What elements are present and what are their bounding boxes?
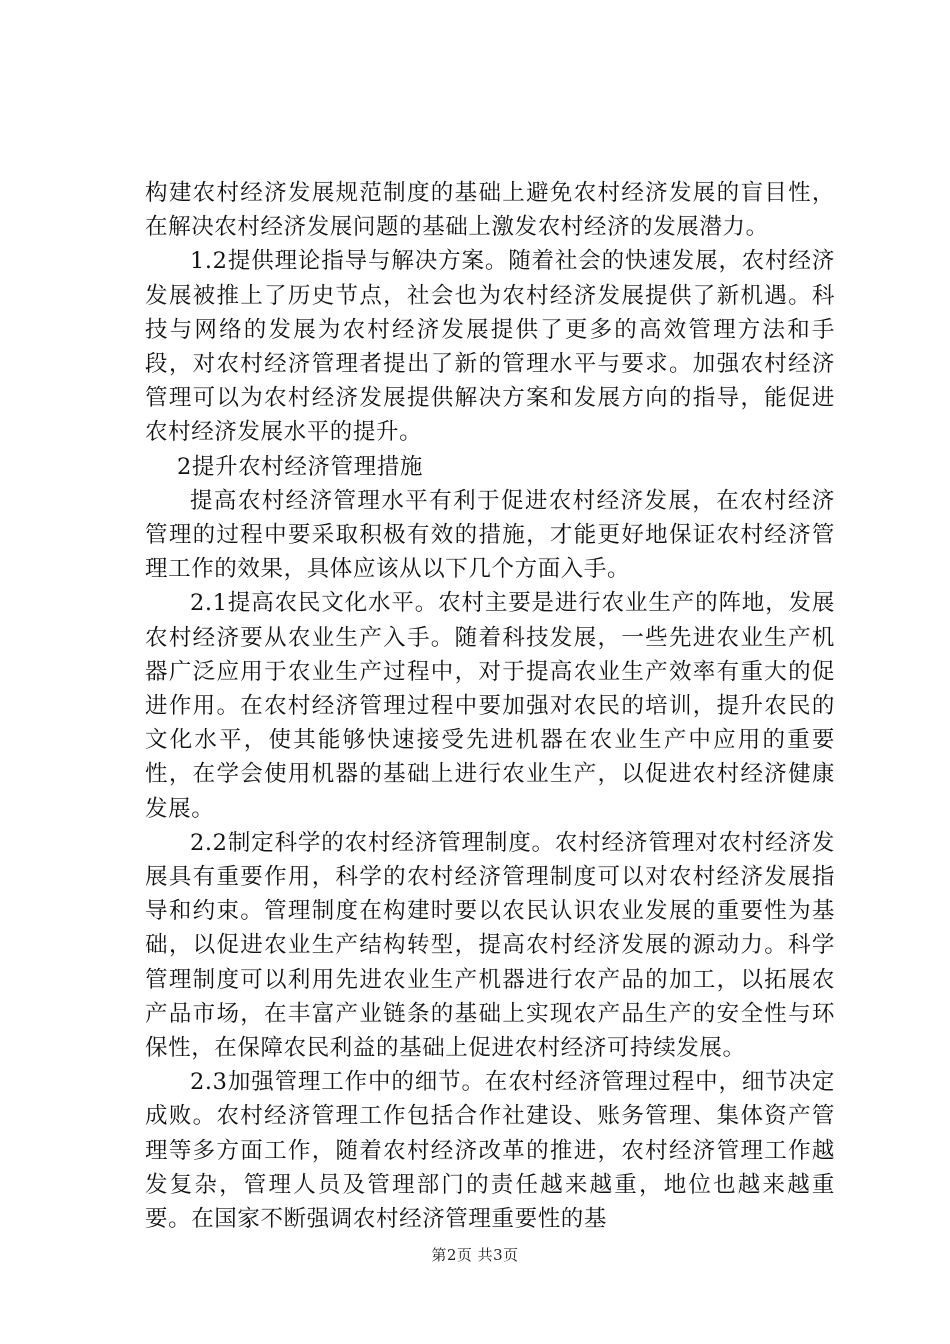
section-heading-2: 2提升农村经济管理措施: [177, 453, 423, 480]
document-body: [145, 176, 835, 1236]
paragraph-continuation: 构建农村经济发展规范制度的基础上避免农村经济发展的盲目性，在解决农村经济发展问题的基础上激发农村经济的发展潜力。: [145, 180, 835, 241]
paragraph-1-2: 1.2提供理论指导与解决方案。随着社会的快速发展，农村经济发展被推上了历史节点，社会也为农村经济发展提供了新机遇。科技与网络的发展为农村经济发展提供了更多的高效管理方法和手段，对农村经济管理者提出了新的管理水平与要求。加强农村经济管理可以为农村经济发展提供解决方案和发展方向的指导，能促进农村经济发展水平的提升。: [145, 248, 835, 446]
paragraph-section-2-intro: 提高农村经济管理水平有利于促进农村经济发展，在农村经济管理的过程中要采取积极有效的措施，才能更好地保证农村经济管理工作的效果，具体应该从以下几个方面入手。: [145, 487, 835, 583]
page-footer: 第2页 共3页: [431, 1246, 519, 1264]
paragraph-2-1: 2.1提高农民文化水平。农村主要是进行农业生产的阵地，发展农村经济要从农业生产入手。随着科技发展，一些先进农业生产机器广泛应用于农业生产过程中，对于提高农业生产效率有重大的促进作用。在农村经济管理过程中要加强对农民的培训，提升农民的文化水平，使其能够快速接受先进机器在农业生产中应用的重要性，在学会使用机器的基础上进行农业生产，以促进农村经济健康发展。: [145, 590, 835, 822]
paragraph-2-2: 2.2制定科学的农村经济管理制度。农村经济管理对农村经济发展具有重要作用，科学的农村经济管理制度可以对农村经济发展指导和约束。管理制度在构建时要以农民认识农业发展的重要性为基础，以促进农业生产结构转型，提高农村经济发展的源动力。科学管理制度可以利用先进农业生产机器进行农产品的加工，以拓展农产品市场，在丰富产业链条的基础上实现农产品生产的安全性与环保性，在保障农民利益的基础上促进农村经济可持续发展。: [145, 829, 835, 1062]
paragraph-2-3: 2.3加强管理工作中的细节。在农村经济管理过程中，细节决定成败。农村经济管理工作包括合作社建设、账务管理、集体资产管理等多方面工作，随着农村经济改革的推进，农村经济管理工作越发复杂，管理人员及管理部门的责任越来越重，地位也越来越重要。在国家不断强调农村经济管理重要性的基: [145, 1069, 835, 1233]
